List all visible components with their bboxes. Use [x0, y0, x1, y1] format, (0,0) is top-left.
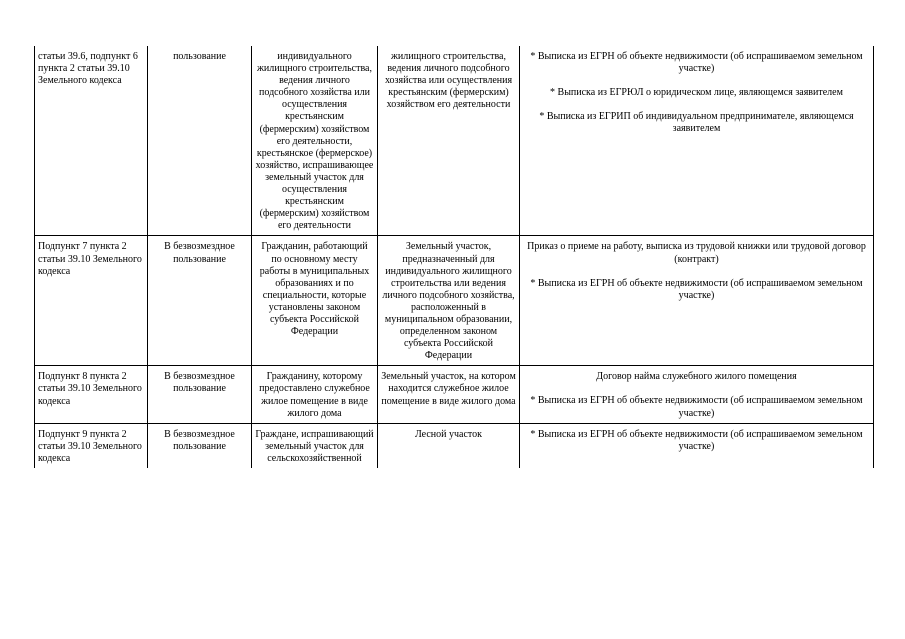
table-row: [35, 46, 874, 236]
table-row: [35, 236, 874, 366]
document-item: Приказ о приеме на работу, выписка из трудовой книжки или трудовой договор (контракт): [527, 241, 866, 265]
cell-applicant: Гражданину, которому предоставлено служебное жилое помещение в виде жилого дома: [252, 366, 378, 423]
cell-basis: Подпункт 9 пункта 2 статьи 39.10 Земельного кодекса: [35, 423, 148, 468]
document-item: * Выписка из ЕГРН об объекте недвижимости (об испрашиваемом земельном участке): [530, 395, 863, 419]
cell-basis: статьи 39.6, подпункт 6 пункта 2 статьи 39.10 Земельного кодекса: [35, 46, 148, 236]
cell-right: В безвозмездное пользование: [148, 366, 252, 423]
cell-documents: [520, 46, 874, 236]
cell-plot: Земельный участок, предназначенный для индивидуального жилищного строительства или ведения личного подсобного хозяйства, расположенный в муниципальном образовании, определенном законом субъекта Российской Федерации: [378, 236, 520, 366]
document-item: * Выписка из ЕГРН об объекте недвижимости (об испрашиваемом земельном участке): [530, 277, 863, 301]
cell-plot: Лесной участок: [378, 423, 520, 468]
cell-basis: Подпункт 8 пункта 2 статьи 39.10 Земельного кодекса: [35, 366, 148, 423]
cell-right: пользование: [148, 46, 252, 236]
cell-plot: жилищного строительства, ведения личного подсобного хозяйства или осуществления крестьянским (фермерским) хозяйством его деятельности: [378, 46, 520, 236]
document-item: * Выписка из ЕГРН об объекте недвижимости (об испрашиваемом земельном участке): [530, 428, 863, 452]
cell-plot: Земельный участок, на котором находится служебное жилое помещение в виде жилого дома: [378, 366, 520, 423]
document-item: * Выписка из ЕГРИП об индивидуальном предпринимателе, являющемся заявителем: [539, 111, 854, 135]
cell-applicant: индивидуального жилищного строительства, ведения личного подсобного хозяйства или осуществления крестьянским (фермерским) хозяйством его деятельности, крестьянское (фермерское) хозяйство, испрашивающее земельный участок для осуществления крестьянским (фермерским) хозяйством его деятельности: [252, 46, 378, 236]
cell-right: В безвозмездное пользование: [148, 236, 252, 366]
cell-documents: [520, 366, 874, 423]
document-item: * Выписка из ЕГРН об объекте недвижимости (об испрашиваемом земельном участке): [530, 51, 863, 75]
cell-documents: [520, 423, 874, 468]
table-row: [35, 423, 874, 468]
table-row: [35, 366, 874, 423]
document-table: [34, 46, 874, 468]
document-item: Договор найма служебного жилого помещения: [596, 371, 797, 383]
document-item: * Выписка из ЕГРЮЛ о юридическом лице, являющемся заявителем: [550, 87, 843, 99]
cell-applicant: Гражданин, работающий по основному месту работы в муниципальных образованиях и по специальности, которые установлены законом субъекта Российской Федерации: [252, 236, 378, 366]
cell-applicant: Граждане, испрашивающий земельный участок для сельскохозяйственной: [252, 423, 378, 468]
cell-documents: [520, 236, 874, 366]
cell-basis: Подпункт 7 пункта 2 статьи 39.10 Земельного кодекса: [35, 236, 148, 366]
cell-right: В безвозмездное пользование: [148, 423, 252, 468]
